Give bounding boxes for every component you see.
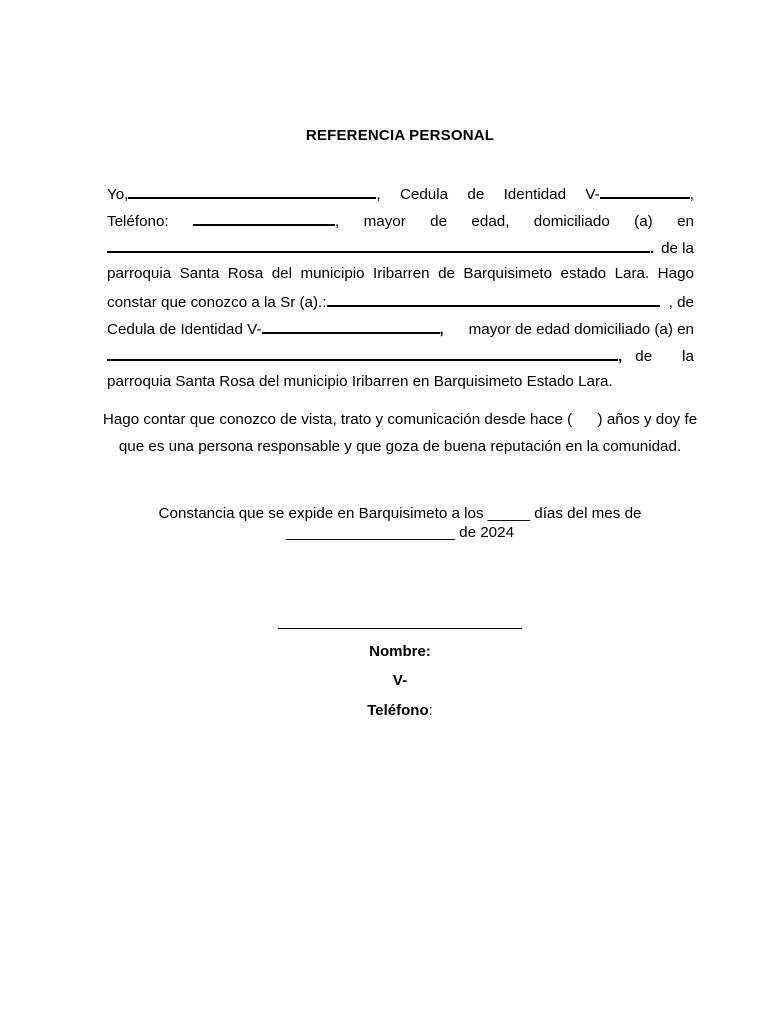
paragraph-line: Cedula de Identidad V- , mayor de edad domiciliado (a) en xyxy=(107,321,694,338)
acquaintance-line-2: que es una persona responsable y que goza de buena reputación en la comunidad. xyxy=(118,438,682,455)
phone-blank[interactable] xyxy=(193,211,335,226)
paragraph-line: , de la xyxy=(107,346,694,372)
signature-line[interactable] xyxy=(278,628,522,629)
constancia-line-2: ____________________ de 2024 xyxy=(285,524,515,541)
referenced-address-blank[interactable] xyxy=(107,346,618,361)
paragraph-line: Teléfono: , mayor de edad, domiciliado (a) en xyxy=(107,213,694,230)
paragraph-line: parroquia Santa Rosa del municipio Iribarren en Barquisimeto Estado Lara. xyxy=(107,373,613,390)
paragraph-line: parroquia Santa Rosa del municipio Iribarren de Barquisimeto estado Lara. Hago xyxy=(107,265,694,282)
yo-label: Yo, xyxy=(107,186,129,203)
telefono-label: Teléfono: xyxy=(107,213,169,230)
referenced-id-blank[interactable] xyxy=(262,319,440,334)
constancia-line-1: Constancia que se expide en Barquisimeto a los _____ días del mes de xyxy=(158,505,642,522)
paragraph-line: . de la xyxy=(107,238,694,264)
document-title: REFERENCIA PERSONAL xyxy=(305,127,495,144)
signature-id-label: V- xyxy=(392,672,408,689)
name-blank[interactable] xyxy=(128,184,376,199)
paragraph-line: constar que conozco a la Sr (a).: , de xyxy=(107,294,694,311)
signature-name-label: Nombre: xyxy=(369,643,431,660)
referenced-person-blank[interactable] xyxy=(327,292,660,307)
paragraph-line: Yo, , Cedula de Identidad V- , xyxy=(107,186,694,203)
id-number-blank[interactable] xyxy=(600,184,690,199)
address-blank[interactable] xyxy=(107,238,650,253)
acquaintance-line-1: Hago contar que conozco de vista, trato y comunicación desde hace ( ) años y doy fe xyxy=(102,411,698,428)
signature-phone-label: Teléfono: xyxy=(367,702,433,719)
